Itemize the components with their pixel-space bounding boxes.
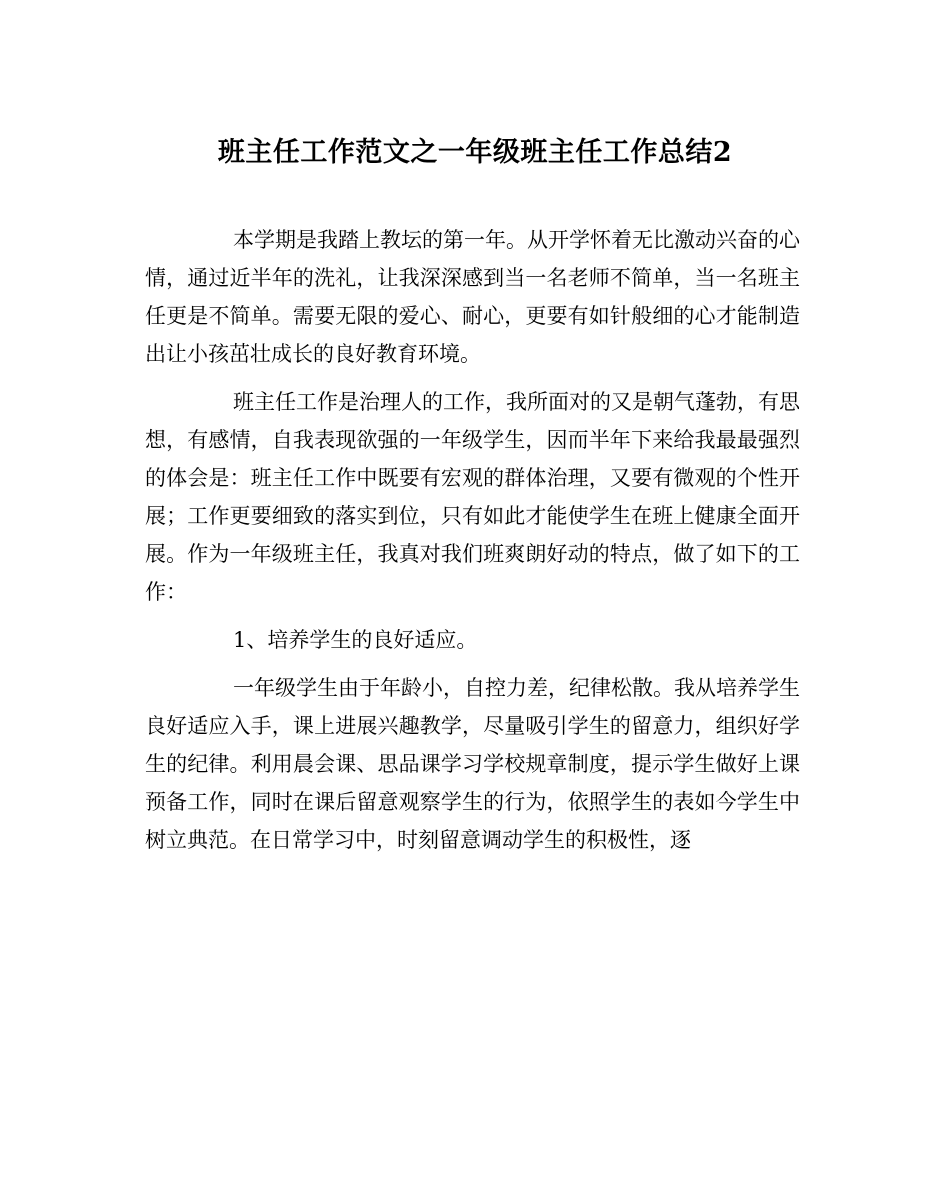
document-title: 班主任工作范文之一年级班主任工作总结2 bbox=[217, 137, 733, 168]
paragraph-habits: 一年级学生由于年龄小，自控力差，纪律松散。我从培养学生良好适应入手，课上进展兴趣教学，尽量吸引学生的留意力，组织好学生的纪律。利用晨会课、思品课学习学校规章制度，提示学生做好上课预备工作，同时在课后留意观察学生的行为，依照学生的表如今学生中树立典范。在日常学习中，时刻留意调动学生的积极性，逐 bbox=[145, 676, 800, 852]
paragraph-intro: 本学期是我踏上教坛的第一年。从开学怀着无比激动兴奋的心情，通过近半年的洗礼，让我深深感到当一名老师不简单，当一名班主任更是不简单。需要无限的爱心、耐心，更要有如针般细的心才能制造出让小孩茁壮成长的良好教育环境。 bbox=[145, 228, 800, 366]
paragraph-work-overview: 班主任工作是治理人的工作，我所面对的又是朝气蓬勃，有思想，有感情，自我表现欲强的一年级学生，因而半年下来给我最最强烈的体会是：班主任工作中既要有宏观的群体治理，又要有微观的个性开展；工作更要细致的落实到位，只有如此才能使学生在班上健康全面开展。作为一年级班主任，我真对我们班爽朗好动的特点，做了如下的工作： bbox=[145, 390, 800, 604]
document-body bbox=[145, 221, 800, 869]
section-heading-habits: 1、培养学生的良好适应。 bbox=[233, 628, 478, 652]
